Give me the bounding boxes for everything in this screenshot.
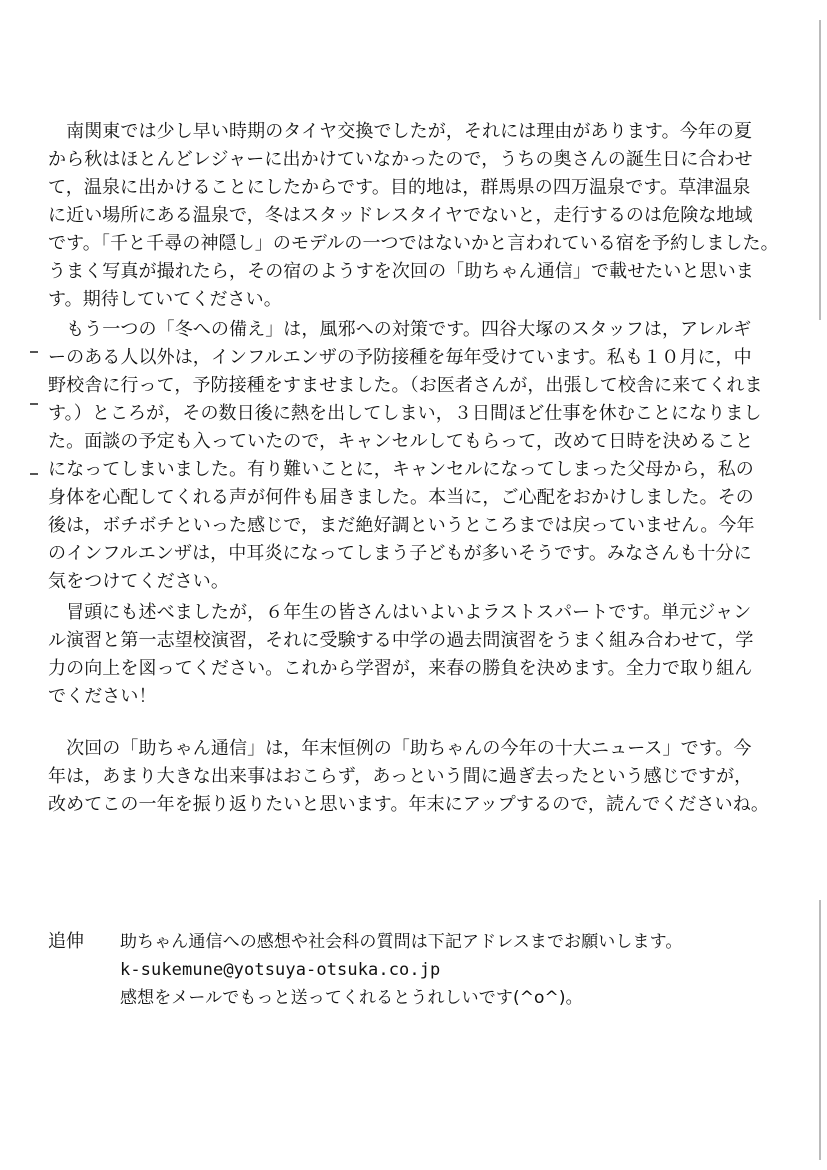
text-line: 力の向上を図ってください。これから学習が，来春の勝負を決めます。全力で取り組ん [48, 658, 753, 679]
text-line: 後は，ボチボチといった感じで，まだ絶好調というところまでは戻っていません。今年 [48, 515, 755, 536]
text-line: 次回の「助ちゃん通信」は，年末恒例の「助ちゃんの今年の十大ニュース」です。今 [48, 738, 752, 759]
postscript-line: 助ちゃん通信への感想や社会科の質問は下記アドレスまでお願いします。 [120, 932, 683, 952]
postscript-line: 感想をメールでもっと送ってくれるとうれしいです(^o^)。 [120, 988, 583, 1008]
scan-edge-shadow [819, 900, 821, 1160]
text-line: 気をつけてください。 [48, 571, 229, 592]
text-line: 野校舎に行って，予防接種をすませました。（お医者さんが，出張して校舎に来てくれま [48, 375, 763, 396]
text-line: のインフルエンザは，中耳炎になってしまう子どもが多いそうです。みなさんも十分に [48, 543, 752, 564]
text-line: ーのある人以外は，インフルエンザの予防接種を毎年受けています。私も１０月に，中 [48, 347, 752, 368]
scan-artifact [30, 403, 38, 405]
scan-edge-shadow [819, 20, 821, 320]
paragraph-sixth-graders [48, 599, 788, 711]
paragraph-next-issue [48, 735, 788, 819]
text-line: もう一つの「冬への備え」は，風邪への対策です。四谷大塚のスタッフは，アレルギ [48, 319, 752, 340]
text-line: うまく写真が撮れたら，その宿のようすを次回の「助ちゃん通信」で載せたいと思いま [48, 261, 754, 282]
text-line: ル演習と第一志望校演習，それに受験する中学の過去問演習をうまく組み合わせて，学 [48, 630, 754, 651]
text-line: 南関東では少し早い時期のタイヤ交換でしたが，それには理由があります。今年の夏 [48, 121, 753, 142]
scan-artifact [30, 473, 38, 475]
paragraph-tire-change [48, 118, 788, 314]
paragraph-winter-preparation [48, 316, 788, 596]
text-line: 身体を心配してくれる声が何件も届きました。本当に，ご心配をおかけしました。その [48, 487, 754, 508]
text-line: でください！ [48, 686, 157, 707]
text-line: す。）ところが，その数日後に熱を出してしまい，３日間ほど仕事を休むことになりまし [48, 403, 762, 424]
text-line: た。面談の予定も入っていたので，キャンセルしてもらって，改めて日時を決めること [48, 431, 754, 452]
text-line: て，温泉に出かけることにしたからです。目的地は，群馬県の四万温泉です。草津温泉 [48, 177, 751, 198]
text-line: 冒頭にも述べましたが，６年生の皆さんはいよいよラストスパートです。単元ジャン [48, 602, 752, 623]
text-line: 改めてこの一年を振り返りたいと思います。年末にアップするので，読んでくださいね。 [48, 794, 769, 815]
text-line: す。期待していてください。 [48, 289, 282, 310]
email-address: k-sukemune@yotsuya-otsuka.co.jp [120, 960, 441, 980]
text-line: 年は，あまり大きな出来事はおこらず，あっという間に過ぎ去ったという感じですが， [48, 766, 753, 787]
scan-artifact [30, 351, 38, 353]
postscript-body [120, 928, 682, 1012]
text-line: に近い場所にある温泉で，冬はスタッドレスタイヤでないと，走行するのは危険な地域 [48, 205, 753, 226]
postscript-label: 追伸 [48, 931, 84, 952]
text-line: になってしまいました。有り難いことに，キャンセルになってしまった父母から，私の [48, 459, 754, 480]
text-line: から秋はほとんどレジャーに出かけていなかったので，うちの奥さんの誕生日に合わせ [48, 149, 753, 170]
text-line: です。「千と千尋の神隠し」のモデルの一つではないかと言われている宿を予約しました。 [48, 233, 779, 254]
